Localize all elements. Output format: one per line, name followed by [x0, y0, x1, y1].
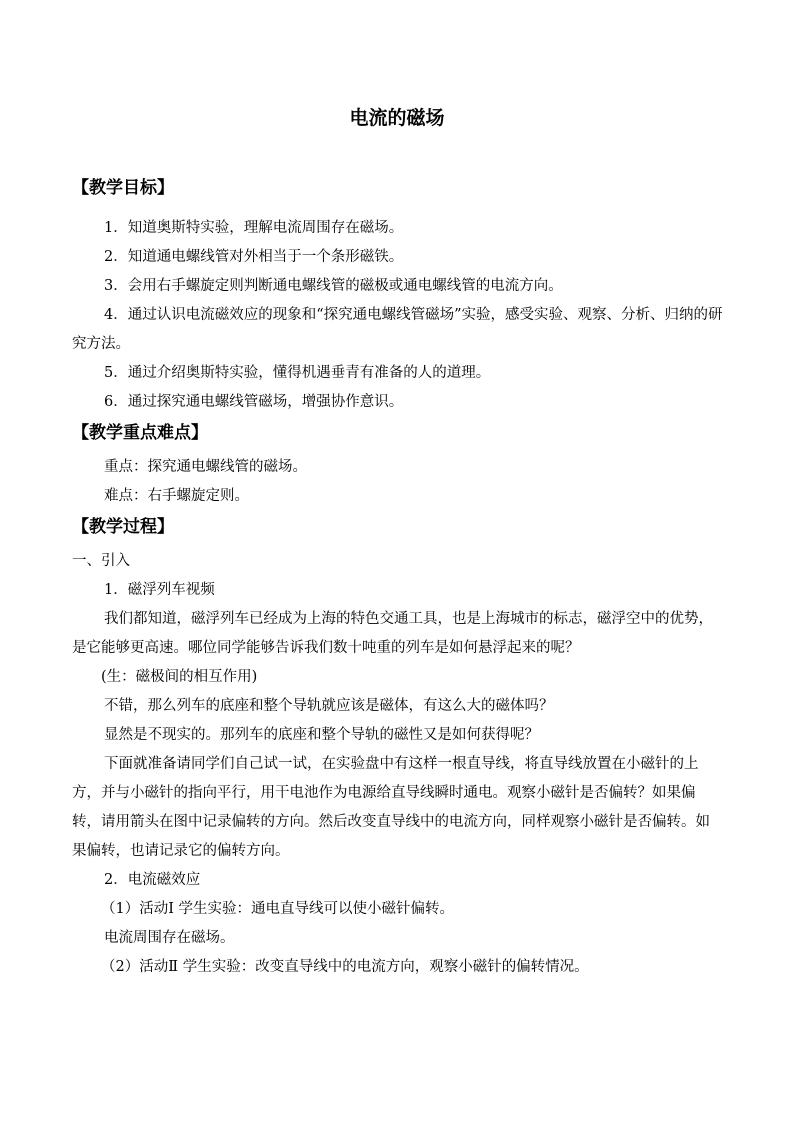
process-paragraph-4: 显然是不现实的。那列车的底座和整个导轨的磁性又是如何获得呢？: [104, 727, 539, 743]
process-paragraph-3: 不错，那么列车的底座和整个导轨就应该是磁体，有这么大的磁体吗？: [104, 698, 554, 714]
section-heading-objectives: 【教学目标】: [72, 178, 174, 198]
section-heading-key-points: 【教学重点难点】: [72, 423, 208, 443]
process-activity-1-result: 电流周围存在磁场。: [104, 930, 235, 946]
process-paragraph-2: (生：磁极间的相互作用): [101, 669, 258, 685]
process-activity-1: （1）活动Ⅰ 学生实验：通电直导线可以使小磁针偏转。: [101, 901, 455, 917]
objective-item-2: 2．知道通电螺线管对外相当于一个条形磁铁。: [104, 249, 404, 265]
document-body: [72, 172, 724, 982]
objective-item-5: 5．通过介绍奥斯特实验，懂得机遇垂青有准备的人的道理。: [104, 365, 491, 381]
objective-item-1: 1．知道奥斯特实验，理解电流周围存在磁场。: [104, 220, 404, 236]
process-sub-current-effect: 2．电流磁效应: [104, 872, 201, 888]
process-sub-maglev-video: 1．磁浮列车视频: [104, 582, 215, 598]
objective-item-4: 4．通过认识电流磁效应的现象和“探究通电螺线管磁场”实验，感受实验、观察、分析、归纳的研究方法。: [72, 307, 723, 352]
objective-item-3: 3．会用右手螺旋定则判断通电螺线管的磁极或通电螺线管的电流方向。: [104, 278, 563, 294]
process-paragraph-5: 下面就准备请同学们自己试一试，在实验盘中有这样一根直导线，将直导线放置在小磁针的上方，并与小磁针的指向平行，用干电池作为电源给直导线瞬时通电。观察小磁针是否偏转？如果偏转，请用箭头在图中记录偏转的方向。然后改变直导线中的电流方向，同样观察小磁针是否偏转。如果偏转，也请记录它的偏转方向。: [72, 756, 710, 859]
section-heading-process: 【教学过程】: [72, 517, 174, 537]
process-part-intro: 一、引入: [72, 553, 130, 569]
key-point-difficulty: 难点：右手螺旋定则。: [104, 488, 249, 504]
objective-item-6: 6．通过探究通电螺线管磁场，增强协作意识。: [104, 394, 404, 410]
document-title: 电流的磁场: [349, 107, 445, 129]
process-paragraph-1: 我们都知道，磁浮列车已经成为上海的特色交通工具，也是上海城市的标志，磁浮空中的优势，是它能够更高速。哪位同学能够告诉我们数十吨重的列车是如何悬浮起来的呢？: [72, 611, 713, 656]
key-point-focus: 重点：探究通电螺线管的磁场。: [104, 459, 307, 475]
process-activity-2: （2）活动Ⅱ 学生实验：改变直导线中的电流方向，观察小磁针的偏转情况。: [101, 959, 589, 975]
